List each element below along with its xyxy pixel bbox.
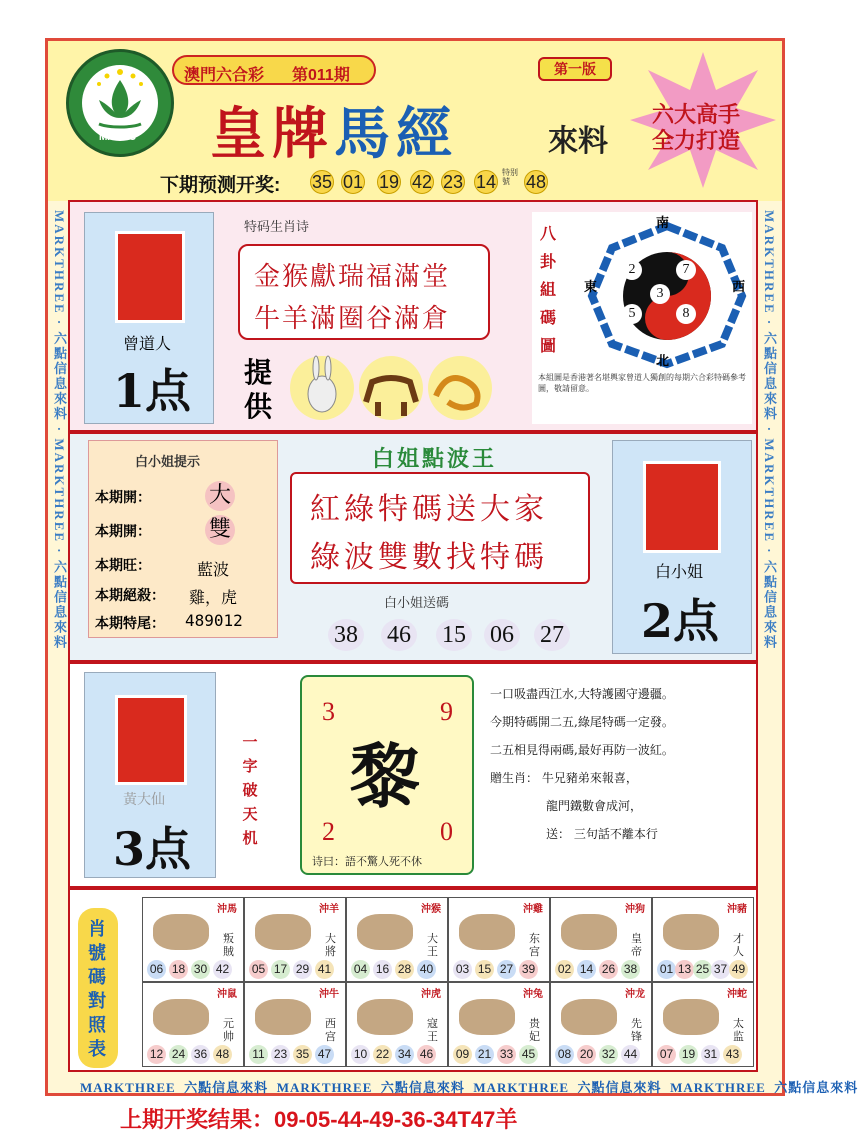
zodiac-tag: 沖龙	[625, 989, 645, 1000]
last-result: 上期开奖结果：09-05-44-49-36-34T47羊	[120, 1107, 518, 1132]
zodiac-number: 36	[191, 1045, 210, 1064]
macau-emblem-logo	[66, 49, 174, 157]
zodiac-tag: 沖鼠	[217, 989, 237, 1000]
slogan-line-2: 全力打造	[652, 128, 741, 153]
zodiac-animal-image	[255, 999, 311, 1035]
issue-tag	[172, 55, 376, 85]
zodiac-number: 45	[519, 1045, 538, 1064]
person-photo	[115, 695, 187, 785]
zodiac-number: 04	[351, 960, 370, 979]
zodiac-cell	[550, 982, 652, 1067]
zodiac-number: 37	[711, 960, 730, 979]
zodiac-tag: 沖蛇	[727, 989, 747, 1000]
corner-number: 3	[322, 697, 335, 726]
slogan-box	[290, 472, 590, 584]
tip-label: 本期開：	[95, 524, 151, 540]
zodiac-number: 31	[701, 1045, 720, 1064]
side-text-left: MARKTHREE · 六點信息來料 · MARKTHREE · 六點信息來料	[52, 210, 67, 650]
zodiac-number: 11	[249, 1045, 268, 1064]
zodiac-number: 42	[213, 960, 232, 979]
zodiac-number: 15	[475, 960, 494, 979]
zodiac-number: 19	[679, 1045, 698, 1064]
section2-header: 白姐點波王	[372, 446, 498, 472]
person-name: 曾道人	[123, 334, 172, 353]
zodiac-animal-image	[153, 914, 209, 950]
predict-ball: 01	[342, 172, 364, 192]
zodiac-number: 09	[453, 1045, 472, 1064]
zodiac-cell	[448, 982, 550, 1067]
tip-label: 本期特尾：	[95, 616, 165, 632]
subtitle: 來料	[548, 124, 608, 159]
zodiac-tag: 沖猴	[421, 904, 441, 915]
side-text-right: MARKTHREE · 六點信息來料 · MARKTHREE · 六點信息來料	[762, 210, 777, 650]
points-label: 2点	[641, 594, 720, 648]
zodiac-role: 叛賊	[223, 932, 234, 958]
zodiac-number: 48	[213, 1045, 232, 1064]
zodiac-number: 13	[675, 960, 694, 979]
tip-label: 本期開：	[95, 490, 151, 506]
direction-east: 東	[584, 280, 598, 295]
zodiac-animal-image	[663, 999, 719, 1035]
tips-card	[88, 440, 278, 638]
special-label: 特别號	[502, 168, 518, 186]
predict-ball: 14	[475, 172, 497, 192]
zodiac-number: 47	[315, 1045, 334, 1064]
zodiac-number: 33	[497, 1045, 516, 1064]
zodiac-animal-image	[357, 999, 413, 1035]
bagua-number: 7	[676, 260, 696, 280]
person-photo	[115, 231, 185, 323]
issue-number: 第011期	[292, 67, 350, 84]
zodiac-number: 44	[621, 1045, 640, 1064]
predict-label: 下期预测开奖:	[160, 175, 281, 196]
verse-line: 一口吸盡西江水,大特護國守邊疆。	[490, 687, 674, 701]
zodiac-number: 16	[373, 960, 392, 979]
zodiac-role: 西宫	[325, 1017, 336, 1043]
bagua-number: 5	[622, 304, 642, 324]
zodiac-role: 大王	[427, 932, 438, 958]
zodiac-number: 08	[555, 1045, 574, 1064]
direction-north: 北	[656, 354, 670, 369]
bagua-note: 本組圖是香港著名堪輿家曾道人獨創的每期六合彩特碼參考圖，敬請留意。	[538, 373, 746, 393]
zodiac-tag: 沖兔	[523, 989, 543, 1000]
zodiac-cell	[448, 897, 550, 982]
predict-ball: 19	[378, 172, 400, 192]
person-photo	[643, 461, 721, 553]
edition-badge: 第一版	[538, 57, 612, 81]
verse-line: 贈生肖： 牛兄豬弟來報喜，	[490, 771, 638, 785]
zodiac-number: 03	[453, 960, 472, 979]
slogan-line-1: 六大高手	[652, 102, 741, 127]
bagua-panel	[532, 212, 752, 424]
zodiac-role: 元帅	[223, 1017, 234, 1043]
zodiac-number: 23	[271, 1045, 290, 1064]
zodiac-number: 34	[395, 1045, 414, 1064]
gift-number: 46	[381, 619, 417, 651]
zodiac-cell	[244, 897, 346, 982]
emblem-text: MACAU	[99, 132, 137, 143]
poem-line: 牛羊滿圈谷滿倉	[254, 304, 451, 334]
zodiac-role: 寇王	[427, 1017, 438, 1043]
zodiac-role: 先锋	[631, 1017, 642, 1043]
portrait-card-3	[84, 672, 216, 878]
zodiac-cell	[142, 982, 244, 1067]
zodiac-role: 贵妃	[529, 1017, 540, 1043]
slogan-line: 紅綠特碼送大家	[310, 492, 548, 527]
zodiac-cell	[142, 897, 244, 982]
zodiac-number: 32	[599, 1045, 618, 1064]
tips-title: 白小姐提示	[135, 455, 201, 470]
zodiac-side-title: 肖號碼對照表	[88, 919, 106, 1060]
zodiac-animal-image	[255, 914, 311, 950]
zodiac-cell	[652, 897, 754, 982]
zodiac-number: 35	[293, 1045, 312, 1064]
zodiac-number: 10	[351, 1045, 370, 1064]
zodiac-cell	[550, 897, 652, 982]
zodiac-number: 49	[729, 960, 748, 979]
zodiac-tag: 沖牛	[319, 989, 339, 1000]
portrait-card-2	[612, 440, 752, 654]
bagua-number: 3	[650, 284, 670, 304]
zodiac-number: 39	[519, 960, 538, 979]
verse-line: 二五相見得兩碼,最好再防一波紅。	[490, 743, 674, 757]
zodiac-role: 东宫	[529, 932, 540, 958]
zodiac-number: 38	[621, 960, 640, 979]
zodiac-animal-image	[561, 999, 617, 1035]
corner-number: 9	[440, 697, 453, 726]
verse-line: 送： 三句話不離本行	[546, 827, 658, 841]
zodiac-tag: 沖雞	[523, 904, 543, 915]
tip-value-big: 大	[205, 481, 235, 511]
poem-line: 金猴獻瑞福滿堂	[254, 262, 451, 292]
zodiac-cell	[244, 982, 346, 1067]
side-words: 一 字 破 天 机	[242, 733, 258, 847]
hint-title: 特码生肖诗	[244, 220, 310, 235]
zodiac-number: 27	[497, 960, 516, 979]
poem-box	[238, 244, 490, 340]
zodiac-number: 17	[271, 960, 290, 979]
zodiac-number: 05	[249, 960, 268, 979]
zodiac-role: 皇帝	[631, 932, 642, 958]
zodiac-number: 14	[577, 960, 596, 979]
zodiac-tag: 沖馬	[217, 904, 237, 915]
footer-bar: MARKTHREE 六點信息來料 MARKTHREE 六點信息來料 MARKTHREE 六點信息來料 MARKTHREE 六點信息來料	[80, 1080, 858, 1095]
zodiac-number: 28	[395, 960, 414, 979]
center-character: 黎	[350, 735, 420, 818]
zodiac-number: 21	[475, 1045, 494, 1064]
tip-label: 本期旺：	[95, 558, 151, 574]
points-label: 3点	[113, 822, 192, 876]
zodiac-number: 07	[657, 1045, 676, 1064]
bagua-title: 八卦組碼圖	[540, 224, 557, 355]
zodiac-number: 24	[169, 1045, 188, 1064]
poem-caption: 诗曰：語不驚人死不休	[312, 855, 422, 868]
bagua-number: 2	[622, 260, 642, 280]
zodiac-number: 46	[417, 1045, 436, 1064]
tip-value: 489012	[185, 611, 243, 630]
verse-block	[490, 680, 754, 848]
tip-value: 雞，虎	[189, 588, 238, 607]
zodiac-number: 43	[723, 1045, 742, 1064]
zodiac-number: 18	[169, 960, 188, 979]
zodiac-tag: 沖羊	[319, 904, 339, 915]
zodiac-number: 40	[417, 960, 436, 979]
zodiac-animal-image	[459, 914, 515, 950]
direction-south: 南	[656, 216, 670, 231]
bagua-number: 8	[676, 304, 696, 324]
zodiac-tag: 沖豬	[727, 904, 747, 915]
zodiac-tag: 沖狗	[625, 904, 645, 915]
zodiac-animal-image	[561, 914, 617, 950]
portrait-card-1	[84, 212, 214, 424]
corner-number: 0	[440, 817, 453, 846]
tip-value: 藍波	[197, 560, 230, 579]
gift-number: 27	[534, 619, 570, 651]
verse-line: 龍門鐵數會成河，	[546, 799, 643, 813]
center-char-box	[300, 675, 474, 875]
gift-number: 15	[436, 619, 472, 651]
zodiac-number: 29	[293, 960, 312, 979]
page-title: 皇牌馬經	[210, 101, 458, 167]
direction-west: 西	[732, 280, 746, 295]
person-name: 白小姐	[655, 562, 704, 581]
zodiac-animal-image	[459, 999, 515, 1035]
person-name: 黃大仙	[123, 792, 165, 808]
zodiac-number: 01	[657, 960, 676, 979]
zodiac-number: 20	[577, 1045, 596, 1064]
zodiac-animals-illustration	[286, 352, 496, 422]
zodiac-tag: 沖虎	[421, 989, 441, 1000]
zodiac-number: 30	[191, 960, 210, 979]
zodiac-cell	[346, 897, 448, 982]
zodiac-number: 22	[373, 1045, 392, 1064]
zodiac-cell	[652, 982, 754, 1067]
zodiac-role: 太监	[733, 1017, 744, 1043]
gift-label: 白小姐送碼	[384, 596, 450, 611]
verse-line: 今期特碼開二五,綠尾特碼一定發。	[490, 715, 674, 729]
issue-label: 澳門六合彩	[184, 67, 265, 84]
predict-ball: 35	[311, 172, 333, 192]
zodiac-grid	[142, 897, 754, 1067]
zodiac-number: 02	[555, 960, 574, 979]
predict-ball: 23	[442, 172, 464, 192]
predict-ball: 42	[411, 172, 433, 192]
zodiac-number: 41	[315, 960, 334, 979]
zodiac-role: 才人	[733, 932, 744, 958]
zodiac-number: 06	[147, 960, 166, 979]
zodiac-animal-image	[357, 914, 413, 950]
tip-label: 本期絕殺：	[95, 588, 165, 604]
zodiac-side-title-box	[78, 908, 118, 1068]
points-label: 1点	[113, 364, 192, 418]
zodiac-cell	[346, 982, 448, 1067]
provide-label: 提供	[244, 356, 273, 423]
slogan-line: 綠波雙數找特碼	[310, 540, 548, 575]
zodiac-number: 12	[147, 1045, 166, 1064]
corner-number: 2	[322, 817, 335, 846]
tip-value-even: 雙	[205, 515, 235, 545]
special-ball: 48	[525, 172, 547, 192]
zodiac-animal-image	[663, 914, 719, 950]
zodiac-role: 大將	[325, 932, 336, 958]
gift-number: 06	[484, 619, 520, 651]
zodiac-number: 26	[599, 960, 618, 979]
gift-number: 38	[328, 619, 364, 651]
zodiac-animal-image	[153, 999, 209, 1035]
zodiac-number: 25	[693, 960, 712, 979]
